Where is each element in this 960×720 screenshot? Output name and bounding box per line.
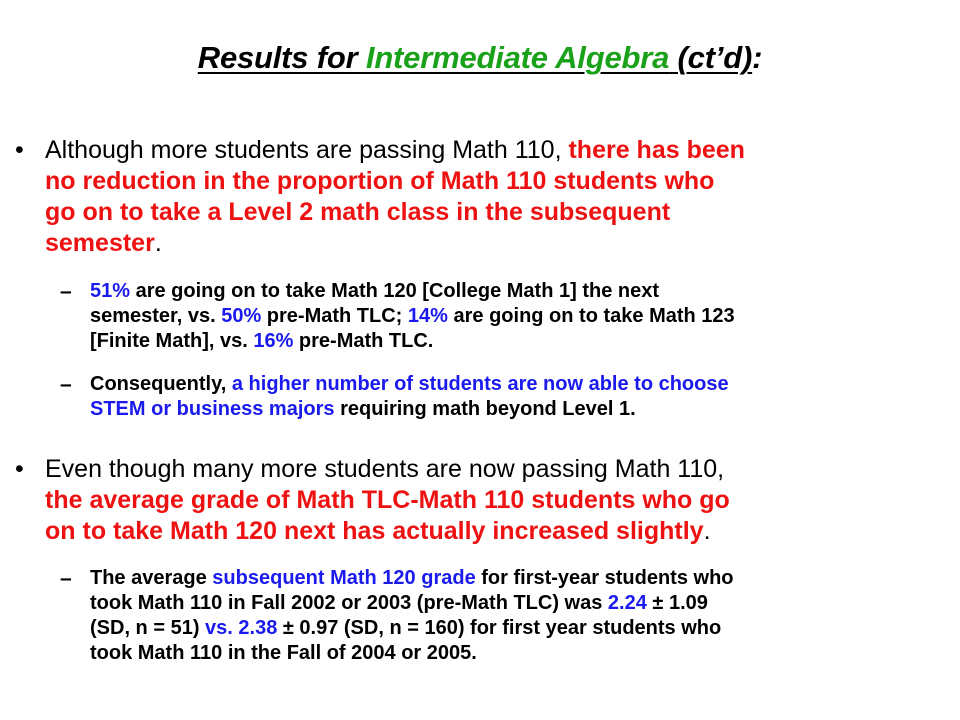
sub-bullet-2-line-1-highlight: a higher number of students are now able to choose xyxy=(231,373,729,395)
bullet-marker: • xyxy=(15,455,24,483)
bullet-marker: • xyxy=(15,136,24,164)
dash-marker: – xyxy=(60,373,72,396)
bullet-2-line-1: Even though many more students are now passing Math 110, xyxy=(45,455,725,483)
sub-bullet-1-line-3-text-a: [Finite Math], vs. xyxy=(90,330,254,352)
dash-marker: – xyxy=(60,280,72,303)
stat-sd-pre: ± 1.09 xyxy=(646,592,708,614)
title-suffix: (ct’d) xyxy=(669,40,753,75)
bullet-2-line-3-plain: . xyxy=(703,517,711,545)
sub-bullet-1-line-3-text-b: pre-Math TLC. xyxy=(293,330,434,352)
sub-bullet-3-text xyxy=(90,566,950,666)
stat-51-percent: 51% xyxy=(90,280,131,302)
sub-bullet-3-line-2 xyxy=(90,591,950,616)
bullet-2-line-2: the average grade of Math TLC-Math 110 students who go xyxy=(45,486,730,514)
sub-bullet-2-text xyxy=(90,372,950,422)
bullet-1-line-1-highlight: there has been xyxy=(568,136,745,164)
bullet-1-text xyxy=(45,135,950,259)
sub-bullet-1-line-1 xyxy=(90,279,950,304)
stat-50-percent: 50% xyxy=(221,305,262,327)
sub-bullet-3-line-3-text-b: ± 0.97 (SD, n = 160) for first year students who xyxy=(277,617,722,639)
sub-bullet-1-line-1-text: are going on to take Math 120 [College Math 1] the next xyxy=(130,280,659,302)
sub-bullet-3-line-3 xyxy=(90,616,950,641)
bullet-1-line-4-highlight: semester xyxy=(45,229,155,257)
bullet-2-line-3 xyxy=(45,516,950,547)
bullet-1-line-4-plain: . xyxy=(154,229,162,257)
bullet-2-text xyxy=(45,454,950,547)
stat-14-percent: 14% xyxy=(407,305,448,327)
stat-mean-post: vs. 2.38 xyxy=(205,617,278,639)
sub-bullet-1-line-2-text-c: are going on to take Math 123 xyxy=(447,305,735,327)
sub-bullet-3-line-1 xyxy=(90,566,950,591)
bullet-1-line-2: no reduction in the proportion of Math 110 students who xyxy=(45,167,715,195)
stat-mean-pre: 2.24 xyxy=(607,592,647,614)
dash-marker: – xyxy=(60,567,72,590)
bullet-1-line-4 xyxy=(45,228,950,259)
sub-bullet-1-line-2 xyxy=(90,304,950,329)
bullet-1-line-3: go on to take a Level 2 math class in the subsequent xyxy=(45,198,671,226)
sub-bullet-3-line-3-text-a: (SD, n = 51) xyxy=(90,617,206,639)
sub-bullet-2-line-2 xyxy=(90,397,950,422)
sub-bullet-3-line-4: took Math 110 in the Fall of 2004 or 2005. xyxy=(90,642,477,664)
sub-bullet-1-line-3 xyxy=(90,329,950,354)
sub-bullet-3-line-1-text-a: The average xyxy=(90,567,213,589)
sub-bullet-2-line-2-highlight: STEM or business majors xyxy=(90,398,335,420)
sub-bullet-3-line-2-text: took Math 110 in Fall 2002 or 2003 (pre-Math TLC) was xyxy=(90,592,608,614)
sub-bullet-1-line-2-text-b: pre-Math TLC; xyxy=(261,305,408,327)
sub-bullet-3-line-1-highlight: subsequent Math 120 grade xyxy=(212,567,476,589)
bullet-1-line-1-plain: Although more students are passing Math 110, xyxy=(45,136,569,164)
stat-16-percent: 16% xyxy=(253,330,294,352)
slide-title xyxy=(0,40,960,76)
sub-bullet-2-line-1 xyxy=(90,372,950,397)
title-prefix: Results for xyxy=(197,40,366,75)
sub-bullet-2-line-1-text: Consequently, xyxy=(90,373,232,395)
title-course: Intermediate Algebra xyxy=(365,40,670,75)
bullet-1-line-1 xyxy=(45,135,950,166)
sub-bullet-3-line-1-text-b: for first-year students who xyxy=(475,567,734,589)
sub-bullet-1-line-2-text-a: semester, vs. xyxy=(90,305,222,327)
title-colon: : xyxy=(752,40,763,75)
sub-bullet-1-text xyxy=(90,279,950,354)
sub-bullet-2-line-2-text: requiring math beyond Level 1. xyxy=(334,398,636,420)
bullet-2-line-3-highlight: on to take Math 120 next has actually increased slightly xyxy=(45,517,704,545)
